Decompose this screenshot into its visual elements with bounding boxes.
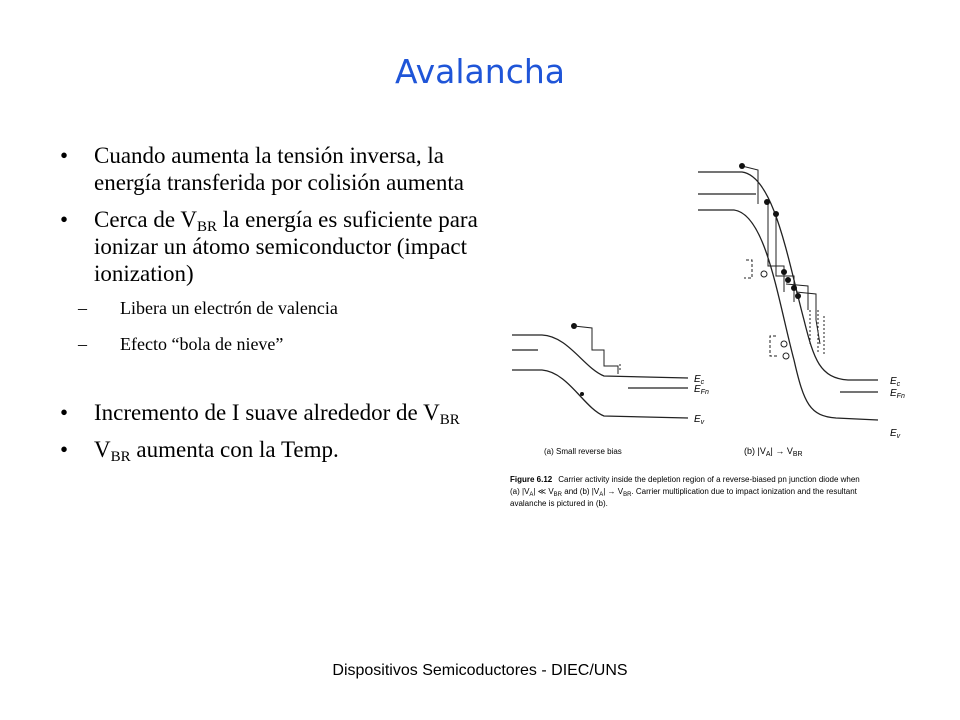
sub-bullet-2: [78, 333, 480, 355]
sub-bullet-dash: –: [78, 298, 87, 318]
label-ev-b: $E_v$: [890, 428, 901, 440]
band-diagram-svg: [508, 160, 940, 518]
band-b-ev: [698, 210, 878, 420]
label-ec-b: $E_c$: [890, 376, 901, 388]
bullet-1: [60, 142, 480, 196]
bullet-2-sub: BR: [197, 219, 218, 235]
label-efn-a: $E_{Fn}$: [694, 384, 709, 396]
caption-a: (a) Small reverse bias: [544, 447, 622, 456]
label-ev-a: $E_v$: [694, 414, 705, 426]
fig-caption-line3: avalanche is pictured in (b).: [510, 499, 608, 508]
band-a-ec: [512, 335, 688, 378]
sub-bullet-2-text: Efecto “bola de nieve”: [120, 334, 284, 354]
fig-caption-line2: (a) $|V_A|$ ≪ $V_{BR}$ and (b) $|V_A| \to V_{BR}$. Carrier multiplication due to impact ionization and the resultant: [510, 487, 857, 498]
caption-b: (b) $|V_A| \to V_{BR}$: [744, 446, 803, 458]
bullet-4: [60, 436, 480, 463]
label-efn-b: $E_{Fn}$: [890, 388, 905, 400]
bullet-2: [60, 206, 480, 287]
fig-caption-line1: Figure 6.12 Carrier activity inside the depletion region of a reverse-biased pn junction diode when: [510, 475, 860, 484]
bullet-1-text: Cuando aumenta la tensión inversa, la energía transferida por colisión aumenta: [94, 143, 464, 195]
slide-title: Avalancha: [395, 52, 565, 91]
bullet-dot: •: [60, 437, 69, 462]
bullet-3-sub: BR: [439, 412, 460, 428]
bullet-2-text-post: la energía es suficiente para ionizar un átomo semiconductor (impact ionization): [94, 207, 478, 286]
bullet-2-text-pre: Cerca de V: [94, 207, 198, 232]
bullet-4-text-post: aumenta con la Temp.: [130, 437, 339, 462]
bullet-dot: •: [60, 400, 69, 425]
bullet-list: [60, 142, 480, 473]
bullet-3: [60, 399, 480, 426]
slide-footer: Dispositivos Semicoductores - DIEC/UNS: [332, 662, 628, 679]
sub-bullet-1-text: Libera un electrón de valencia: [120, 298, 338, 318]
bullet-dot: •: [60, 207, 69, 232]
band-diagram-figure: [508, 160, 940, 518]
bullet-dot: •: [60, 143, 69, 168]
bullet-4-sub: BR: [110, 449, 131, 465]
bullet-3-text: Incremento de I suave alrededor de V: [94, 400, 440, 425]
bullet-4-text-pre: V: [94, 437, 111, 462]
sub-bullet-dash: –: [78, 334, 87, 354]
label-ec-a: $E_c$: [694, 374, 705, 386]
sub-bullet-1: [78, 297, 480, 319]
